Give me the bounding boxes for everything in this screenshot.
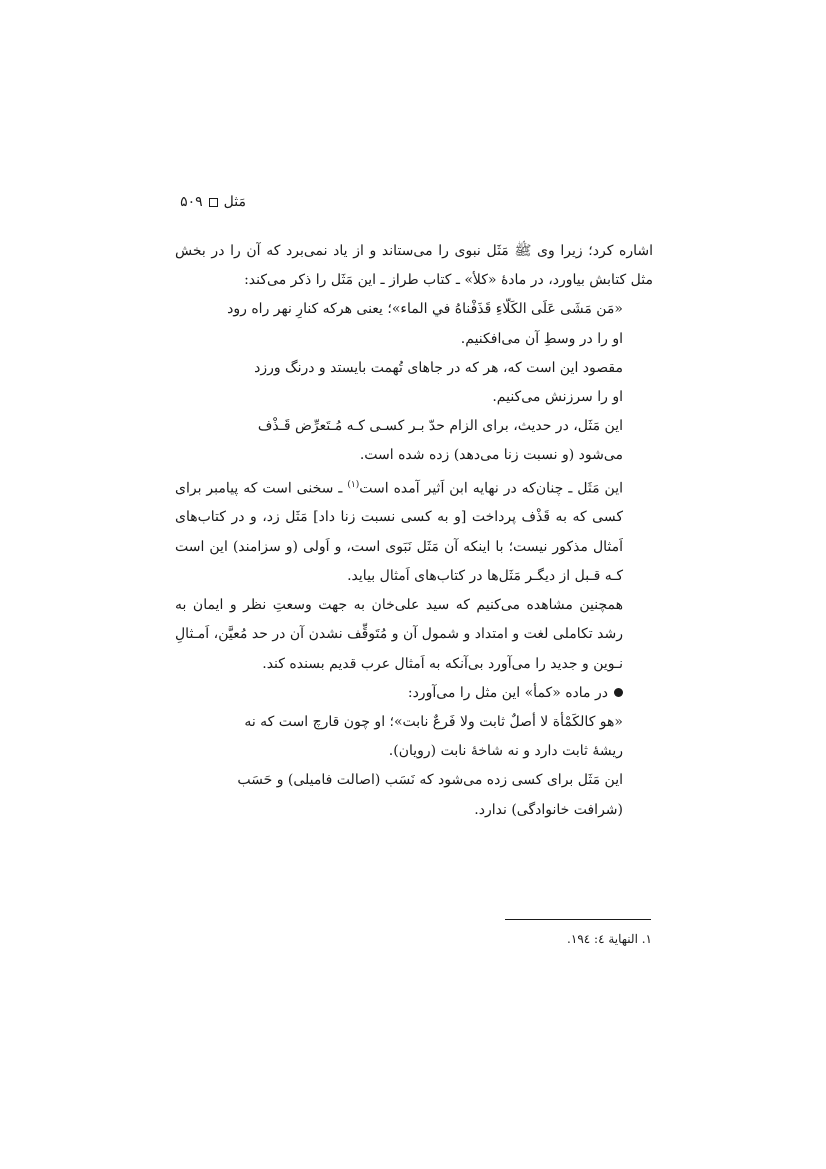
quote-line: (شرافت خانوادگی) ندارد. <box>474 801 623 818</box>
main-text <box>175 237 653 825</box>
quote-line: این مَثَل برای کسی زده می‌شود که نَسَب (اصالت فامیلی) و حَسَب <box>237 772 623 789</box>
bullet-icon <box>614 688 623 697</box>
bullet-text: در ماده «کمأ» این مثل را می‌آورد: <box>407 684 608 701</box>
paragraph-1: اشاره کرد؛ زیرا وی ﷺ مَثَل نبوی را می‌ستاند و از یاد نمی‌برد که آن را در بخش مثل کتابش بیاورد، در مادهٔ «کلأ» ـ کتاب طراز ـ این مَثَل را ذکر می‌کند: <box>175 243 653 289</box>
quote-line: ریشهٔ ثابت دارد و نه شاخهٔ نابت (رویان). <box>388 743 623 760</box>
paragraph-2 <box>175 471 653 591</box>
quote-line: «مَن مَشَی عَلَی الکَلّاءِ قَذَفْناهُ في الماء»؛ یعنی هرکه کنارِ نهر راه رود <box>227 301 623 318</box>
quote-line: مقصود این است که، هر که در جاهای تُهمت بایستد و درنگ ورزد <box>254 359 623 376</box>
quote-line: می‌شود (و نسبت زنا می‌دهد) زده شده است. <box>359 447 623 464</box>
quote-line: «هو کالکَمْأة لا أصلٌ ثابت ولا فَرعٌ نابت»؛ او چون قارچ است که نه <box>244 713 623 730</box>
quote-line: این مَثَل، در حدیث، برای الزام حدّ بـر کسـی کـه مُـتَعرِّض قَـذْف <box>257 418 623 435</box>
header-title: مَثل <box>223 194 246 210</box>
quote-line: او را سرزنش می‌کنیم. <box>492 389 623 406</box>
footnote-divider <box>505 919 651 920</box>
bullet-item <box>175 679 653 708</box>
paragraph-2-rest: ـ سخنی است که پیامبر برای کسی که به قَذْف پرداخت [و به کسی نسبت زنا داد] مَثَل زد، و در کتاب‌های اَمثال مذکور نیست؛ با اینکه آن مَثَل نَبَوی است، و اَولی (و سزامند) این است کـه قـبل از دیگـر مَثَل‌ها در کتاب‌های اَمثال بیاید. <box>175 480 623 584</box>
footnote: ۱. النهایة ٤: ١٩٤. <box>567 932 652 946</box>
paragraph-2-start: این مَثَل ـ چنان‌که در نهایه ابن اَثیر آمده است <box>359 480 623 497</box>
quote-line: او را در وسطِ آن می‌افکنیم. <box>460 330 623 347</box>
running-header <box>146 194 246 210</box>
paragraph-3: همچنین مشاهده می‌کنیم که سید علی‌خان به جهت وسعتِ نظر و ایمان به رشد تکاملی لغت و امتداد و شمول آن و مُتَوقِّف نشدن آن در حد مُعیَّن، اَمـثالِ نـوین و جدید را می‌آورد بی‌آنکه به اَمثال عرب قدیم بسنده کند. <box>175 597 623 672</box>
footnote-marker: (۱) <box>347 479 360 490</box>
page-number: ۵۰۹ <box>180 194 203 210</box>
square-icon <box>209 198 218 207</box>
